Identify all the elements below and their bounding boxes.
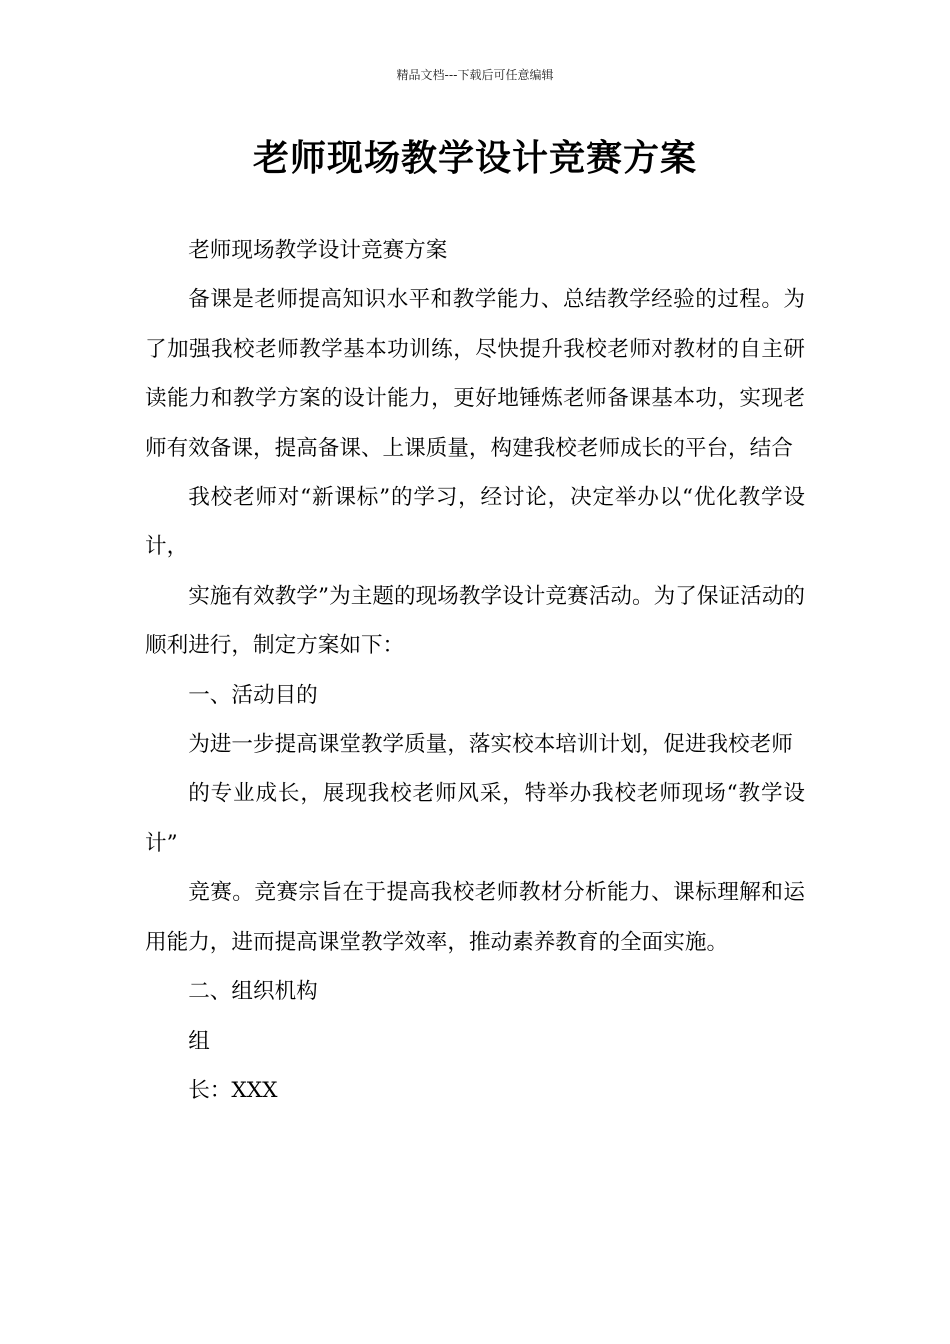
paragraph-purpose-continued: 的专业成长，展现我校老师风采，特举办我校老师现场“教学设计”	[145, 781, 805, 856]
page-header-note: 精品文档---下载后可任意编辑	[396, 68, 554, 82]
section-heading-purpose: 一、活动目的	[188, 682, 318, 708]
document-body	[145, 226, 805, 1115]
paragraph-purpose: 为进一步提高课堂教学质量，落实校本培训计划，促进我校老师	[188, 732, 793, 758]
section-heading-organization: 二、组织机构	[188, 979, 318, 1005]
paragraph-purpose-goal: 竞赛。竞赛宗旨在于提高我校老师教材分析能力、课标理解和运用能力，进而提高课堂教学效率，推动素养教育的全面实施。	[145, 880, 805, 955]
paragraph-organization-group: 组	[188, 1028, 210, 1054]
paragraph-intro: 备课是老师提高知识水平和教学能力、总结教学经验的过程。为了加强我校老师教学基本功训练，尽快提升我校老师对教材的自主研读能力和教学方案的设计能力，更好地锤炼老师备课基本功，实现老师有效备课，提高备课、上课质量，构建我校老师成长的平台，结合	[145, 287, 805, 461]
paragraph-theme: 实施有效教学”为主题的现场教学设计竞赛活动。为了保证活动的顺利进行，制定方案如下：	[145, 583, 805, 659]
document-title: 老师现场教学设计竞赛方案	[252, 138, 697, 179]
paragraph-intro-continued: 我校老师对“新课标”的学习，经讨论，决定举办以“优化教学设计，	[145, 485, 805, 560]
paragraph-subtitle: 老师现场教学设计竞赛方案	[188, 238, 448, 263]
paragraph-organization-leader: 长：XXX	[188, 1077, 278, 1103]
